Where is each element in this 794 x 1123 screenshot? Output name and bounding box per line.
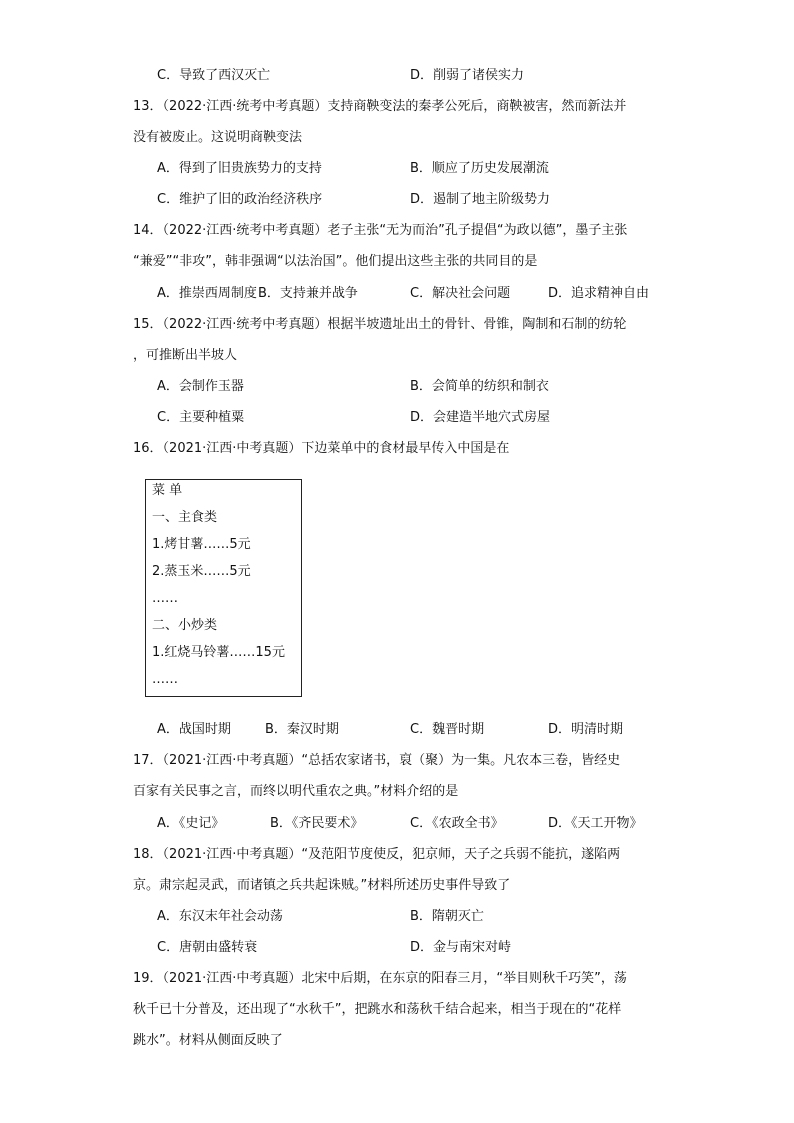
- q12-option-d: D．削弱了诸侯实力: [410, 68, 525, 83]
- q16-stem-line1: 16．（2021·江西·中考真题）下边菜单中的食材最早传入中国是在: [133, 441, 510, 456]
- q17-option-a: A．《史记》: [157, 816, 225, 831]
- q15-option-a: A．会制作玉器: [157, 379, 244, 394]
- q13-option-c: C．维护了旧的政治经济秩序: [157, 192, 323, 207]
- q16-option-b: B．秦汉时期: [265, 722, 339, 737]
- q14-stem-line1: 14．（2022·江西·统考中考真题）老子主张“无为而治”孔子提倡“为政以德”，墨子主张: [133, 223, 628, 238]
- menu-box: [145, 479, 302, 697]
- q13-option-a: A．得到了旧贵族势力的支持: [157, 161, 322, 176]
- q16-option-a: A．战国时期: [157, 722, 231, 737]
- q14-option-c: C．解决社会问题: [410, 286, 511, 301]
- q12-option-c: C．导致了西汉灭亡: [157, 68, 271, 83]
- menu-category-staple: 一、主食类: [152, 510, 218, 525]
- q15-option-d: D．会建造半地穴式房屋: [410, 410, 551, 425]
- q15-option-b: B．会简单的纺织和制衣: [410, 379, 549, 394]
- q19-stem-line2: 秋千已十分普及，还出现了“水秋千”，把跳水和荡秋千结合起来，相当于现在的“花样: [133, 1002, 622, 1017]
- q14-option-d: D．追求精神自由: [548, 286, 650, 301]
- menu-title: 菜 单: [152, 483, 183, 498]
- menu-ellipsis: ……: [152, 672, 178, 687]
- q13-option-b: B．顺应了历史发展潮流: [410, 161, 549, 176]
- q13-option-d: D．遏制了地主阶级势力: [410, 192, 551, 207]
- menu-item-corn: 2.蒸玉米……5元: [152, 564, 251, 579]
- q18-stem-line1: 18．（2021·江西·中考真题）“及范阳节度使反，犯京师，天子之兵弱不能抗，遂陷两: [133, 847, 621, 862]
- q15-option-c: C．主要种植粟: [157, 410, 245, 425]
- q19-stem-line1: 19．（2021·江西·中考真题）北宋中后期，在东京的阳春三月，“举目则秋千巧笑”，荡: [133, 971, 627, 986]
- q17-option-b: B．《齐民要术》: [270, 816, 364, 831]
- q18-option-d: D．金与南宋对峙: [410, 940, 512, 955]
- q17-stem-line2: 百家有关民事之言，而终以明代重农之典。”材料介绍的是: [133, 784, 459, 799]
- menu-category-stir-fry: 二、小炒类: [152, 618, 218, 633]
- q17-stem-line1: 17．（2021·江西·中考真题）“总括农家诸书，裒（聚）为一集。凡农本三卷，皆经史: [133, 753, 621, 768]
- q13-stem-line1: 13．（2022·江西·统考中考真题）支持商鞅变法的秦孝公死后，商鞅被害，然而新法并: [133, 99, 627, 114]
- q16-option-c: C．魏晋时期: [410, 722, 485, 737]
- q14-option-a: A．推崇西周制度: [157, 286, 257, 301]
- q17-option-d: D．《天工开物》: [548, 816, 643, 831]
- menu-item-potato: 1.红烧马铃薯……15元: [152, 645, 285, 660]
- q13-stem-line2: 没有被废止。这说明商鞅变法: [133, 130, 303, 145]
- q18-option-a: A．东汉末年社会动荡: [157, 909, 283, 924]
- q16-option-d: D．明清时期: [548, 722, 624, 737]
- q18-stem-line2: 京。肃宗起灵武，而诸镇之兵共起诛贼。”材料所述历史事件导致了: [133, 878, 511, 893]
- q14-option-b: B．支持兼并战争: [258, 286, 358, 301]
- q19-stem-line3: 跳水”。材料从侧面反映了: [133, 1033, 283, 1048]
- q15-stem-line2: ，可推断出半坡人: [133, 348, 238, 363]
- q18-option-b: B．隋朝灭亡: [410, 909, 484, 924]
- q18-option-c: C．唐朝由盛转衰: [157, 940, 258, 955]
- q17-option-c: C．《农政全书》: [410, 816, 504, 831]
- q15-stem-line1: 15．（2022·江西·统考中考真题）根据半坡遗址出土的骨针、骨锥，陶制和石制的纺轮: [133, 317, 627, 332]
- menu-ellipsis: ……: [152, 591, 178, 606]
- q14-stem-line2: “兼爱”“非攻”，韩非强调“以法治国”。他们提出这些主张的共同目的是: [133, 254, 538, 269]
- menu-item-sweet-potato: 1.烤甘薯……5元: [152, 537, 251, 552]
